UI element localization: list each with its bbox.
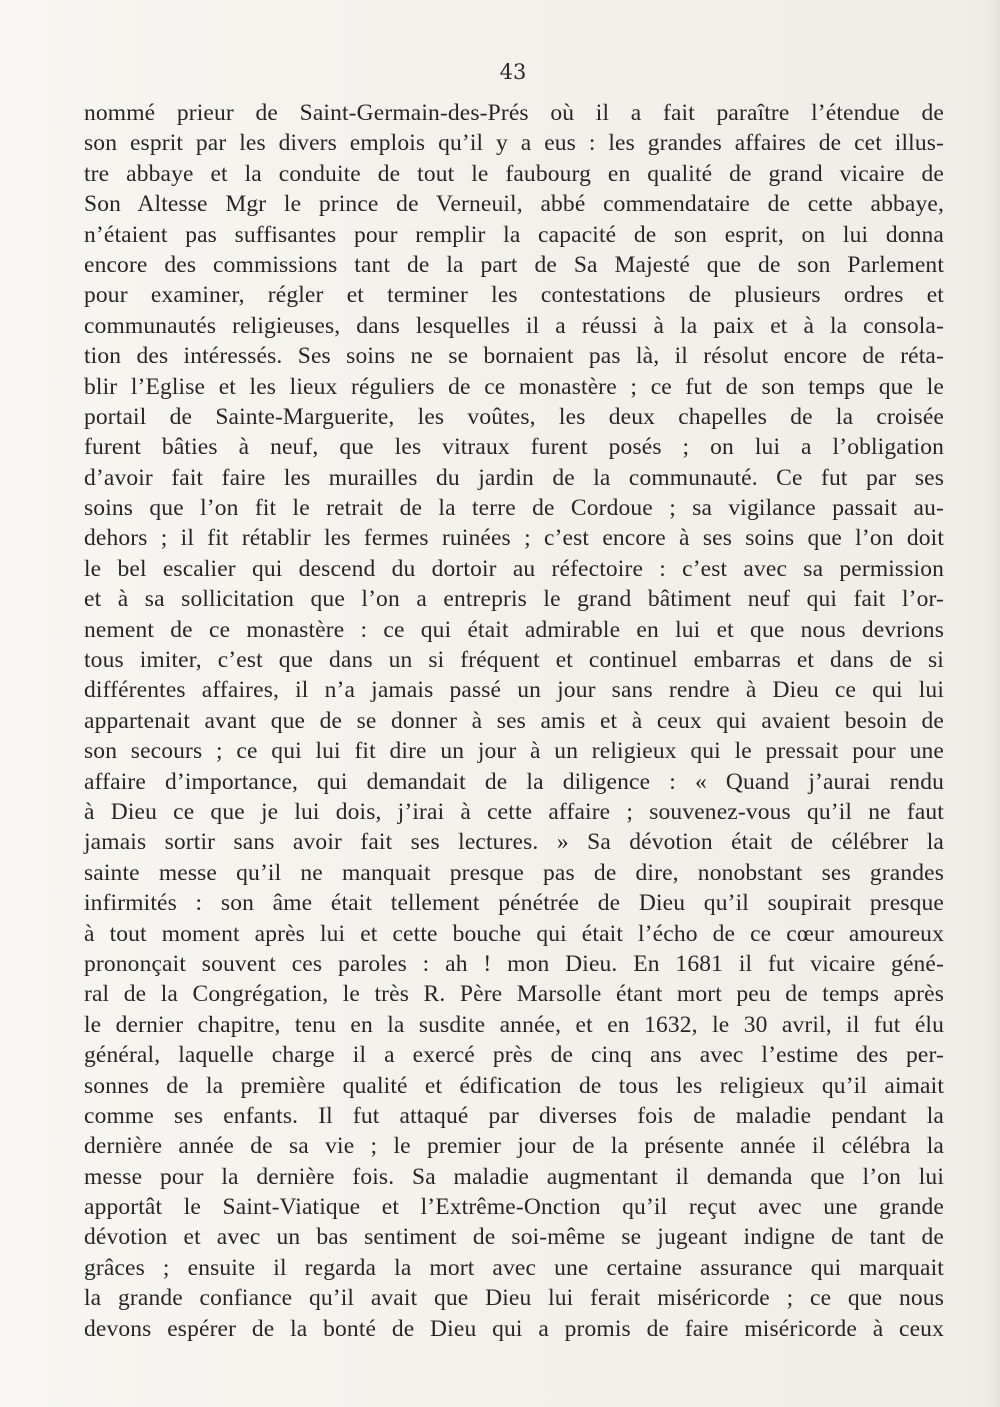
text-line: dévotion et avec un bas sentiment de soi-même se jugeant indigne de tant de [84, 1224, 944, 1251]
text-line: à Dieu ce que je lui dois, j’irai à cette affaire ; souvenez-vous qu’il ne faut [84, 798, 944, 825]
text-line: Son Altesse Mgr le prince de Verneuil, abbé commendataire de cette abbaye, [84, 191, 944, 218]
text-line: pour examiner, régler et terminer les contestations de plusieurs ordres et [84, 282, 944, 309]
text-line: infirmités : son âme était tellement pénétrée de Dieu qu’il soupirait presque [84, 890, 944, 917]
text-line: sainte messe qu’il ne manquait presque pas de dire, nonobstant ses grandes [84, 859, 944, 886]
text-line: et à sa sollicitation que l’on a entrepris le grand bâtiment neuf qui fait l’or- [84, 586, 944, 613]
text-line: d’avoir fait faire les murailles du jardin de la communauté. Ce fut par ses [84, 464, 944, 491]
text-line: apportât le Saint-Viatique et l’Extrême-Onction qu’il reçut avec une grande [84, 1194, 944, 1221]
text-line: devons espérer de la bonté de Dieu qui a promis de faire miséricorde à ceux [84, 1315, 944, 1342]
page-edge-shadow [986, 0, 1000, 1407]
text-line: encore des commissions tant de la part de Sa Majesté que de son Parlement [84, 251, 944, 278]
text-line: messe pour la dernière fois. Sa maladie augmentant il demanda que l’on lui [84, 1163, 944, 1190]
text-line: le dernier chapitre, tenu en la susdite année, et en 1632, le 30 avril, il fut élu [84, 1011, 944, 1038]
text-line: son esprit par les divers emplois qu’il y a eus : les grandes affaires de cet illus- [84, 130, 944, 157]
text-line: grâces ; ensuite il regarda la mort avec une certaine assurance qui marquait [84, 1254, 944, 1281]
text-line: différentes affaires, il n’a jamais passé un jour sans rendre à Dieu ce qui lui [84, 677, 944, 704]
text-line: jamais sortir sans avoir fait ses lectures. » Sa dévotion était de célébrer la [84, 829, 944, 856]
text-line: n’étaient pas suffisantes pour remplir la capacité de son esprit, on lui donna [84, 221, 944, 248]
text-line: son secours ; ce qui lui fit dire un jour à un religieux qui le pressait pour une [84, 738, 944, 765]
text-line: soins que l’on fit le retrait de la terre de Cordoue ; sa vigilance passait au- [84, 495, 944, 522]
text-line: comme ses enfants. Il fut attaqué par diverses fois de maladie pendant la [84, 1102, 944, 1129]
text-line: général, laquelle charge il a exercé près de cinq ans avec l’estime des per- [84, 1042, 944, 1069]
text-line: tre abbaye et la conduite de tout le faubourg en qualité de grand vicaire de [84, 160, 944, 187]
text-line: tion des intéressés. Ses soins ne se bornaient pas là, il résolut encore de réta- [84, 343, 944, 370]
text-line: nement de ce monastère : ce qui était admirable en lui et que nous devrions [84, 616, 944, 643]
body-text [84, 98, 944, 1344]
text-line: nommé prieur de Saint-Germain-des-Prés où il a fait paraître l’étendue de [84, 100, 944, 126]
text-line: communautés religieuses, dans lesquelles il a réussi à la paix et à la consola- [84, 312, 944, 339]
text-line: portail de Sainte-Marguerite, les voûtes, les deux chapelles de la croisée [84, 403, 944, 430]
page-number: 43 [499, 60, 527, 84]
text-line: furent bâties à neuf, que les vitraux furent posés ; on lui a l’obligation [84, 434, 944, 461]
text-line: affaire d’importance, qui demandait de la diligence : « Quand j’aurai rendu [84, 768, 944, 795]
text-line: dernière année de sa vie ; le premier jour de la présente année il célébra la [84, 1133, 944, 1160]
text-line: blir l’Eglise et les lieux réguliers de ce monastère ; ce fut de son temps que le [84, 373, 944, 400]
text-line: la grande confiance qu’il avait que Dieu lui ferait miséricorde ; ce que nous [84, 1285, 944, 1312]
text-line: le bel escalier qui descend du dortoir au réfectoire : c’est avec sa permission [84, 555, 944, 582]
text-line: à tout moment après lui et cette bouche qui était l’écho de ce cœur amoureux [84, 920, 944, 947]
text-line: appartenait avant que de se donner à ses amis et à ceux qui avaient besoin de [84, 707, 944, 734]
text-line: tous imiter, c’est que dans un si fréquent et continuel embarras et dans de si [84, 647, 944, 674]
text-line: prononçait souvent ces paroles : ah ! mon Dieu. En 1681 il fut vicaire géné- [84, 950, 944, 977]
text-line: ral de la Congrégation, le très R. Père Marsolle étant mort peu de temps après [84, 981, 944, 1008]
text-line: sonnes de la première qualité et édification de tous les religieux qu’il aimait [84, 1072, 944, 1099]
text-line: dehors ; il fit rétablir les fermes ruinées ; c’est encore à ses soins que l’on doit [84, 525, 944, 552]
